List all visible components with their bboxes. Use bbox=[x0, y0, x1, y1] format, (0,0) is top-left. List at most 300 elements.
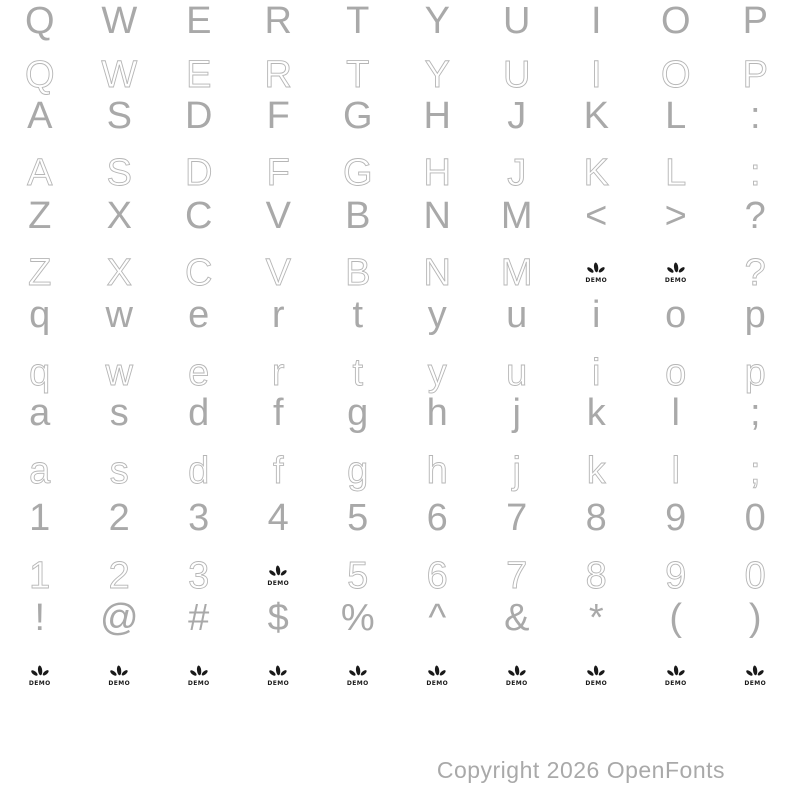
demo-glyph-block bbox=[426, 665, 448, 687]
glyph-char: p bbox=[744, 352, 766, 394]
glyph-char: w bbox=[105, 294, 133, 336]
glyph-char: G bbox=[342, 152, 373, 194]
glyph-row-11-medium bbox=[0, 498, 795, 538]
demo-label: DEMO bbox=[346, 680, 369, 687]
glyph-cell bbox=[398, 253, 478, 293]
glyph-char: P bbox=[742, 54, 768, 96]
glyph-char: Y bbox=[424, 54, 450, 96]
glyph-row-13-medium bbox=[0, 598, 795, 638]
glyph-cell bbox=[239, 598, 319, 638]
glyph-cell bbox=[716, 1, 796, 41]
glyph-row-12-light bbox=[0, 556, 795, 596]
glyph-cell bbox=[159, 353, 239, 393]
glyph-char: M bbox=[500, 195, 533, 237]
glyph-cell bbox=[0, 295, 80, 335]
demo-glyph-cell bbox=[636, 656, 716, 696]
glyph-cell bbox=[557, 498, 637, 538]
glyph-cell bbox=[159, 153, 239, 193]
glyph-char: N bbox=[423, 252, 451, 294]
glyph-char: V bbox=[265, 252, 291, 294]
glyph-cell bbox=[0, 96, 80, 136]
glyph-char: ) bbox=[748, 597, 762, 639]
glyph-cell bbox=[318, 1, 398, 41]
glyph-char: O bbox=[660, 54, 691, 96]
demo-label: DEMO bbox=[267, 580, 290, 587]
glyph-row-3-medium bbox=[0, 96, 795, 136]
glyph-cell bbox=[557, 598, 637, 638]
glyph-row-9-medium bbox=[0, 393, 795, 433]
glyph-char: 2 bbox=[108, 497, 130, 539]
glyph-row-4-light bbox=[0, 153, 795, 193]
glyph-cell bbox=[0, 353, 80, 393]
glyph-cell bbox=[557, 153, 637, 193]
glyph-cell bbox=[239, 96, 319, 136]
glyph-cell bbox=[159, 55, 239, 95]
glyph-char: # bbox=[188, 597, 210, 639]
demo-glyph-block bbox=[267, 665, 289, 687]
glyph-cell bbox=[159, 1, 239, 41]
three-petal-fleuron-icon bbox=[666, 665, 686, 680]
glyph-cell bbox=[557, 353, 637, 393]
glyph-cell bbox=[636, 96, 716, 136]
glyph-row-14-light bbox=[0, 656, 795, 696]
glyph-cell bbox=[716, 196, 796, 236]
glyph-char: u bbox=[506, 352, 528, 394]
three-petal-fleuron-icon bbox=[268, 665, 288, 680]
glyph-cell bbox=[557, 1, 637, 41]
glyph-char: D bbox=[185, 95, 213, 137]
glyph-row-6-light bbox=[0, 253, 795, 293]
demo-label: DEMO bbox=[664, 680, 687, 687]
glyph-cell bbox=[80, 1, 160, 41]
glyph-char: Y bbox=[424, 0, 450, 42]
glyph-cell bbox=[477, 153, 557, 193]
glyph-char: r bbox=[271, 294, 285, 336]
glyph-cell bbox=[80, 55, 160, 95]
glyph-cell bbox=[239, 253, 319, 293]
glyph-char: U bbox=[503, 54, 531, 96]
demo-label: DEMO bbox=[267, 680, 290, 687]
glyph-cell bbox=[239, 393, 319, 433]
demo-glyph-block bbox=[506, 665, 528, 687]
demo-label: DEMO bbox=[585, 680, 608, 687]
glyph-cell bbox=[80, 295, 160, 335]
glyph-char: Q bbox=[24, 54, 55, 96]
glyph-char: l bbox=[671, 392, 680, 434]
glyph-cell bbox=[318, 295, 398, 335]
glyph-cell bbox=[0, 253, 80, 293]
glyph-char: < bbox=[585, 195, 608, 237]
glyph-cell bbox=[716, 96, 796, 136]
three-petal-fleuron-icon bbox=[189, 665, 209, 680]
glyph-cell bbox=[716, 393, 796, 433]
three-petal-fleuron-icon bbox=[109, 665, 129, 680]
glyph-char: w bbox=[105, 352, 133, 394]
glyph-row-7-medium bbox=[0, 295, 795, 335]
glyph-cell bbox=[716, 451, 796, 491]
glyph-cell bbox=[636, 498, 716, 538]
demo-glyph-block bbox=[585, 262, 607, 284]
glyph-char: j bbox=[512, 450, 521, 492]
glyph-cell bbox=[398, 96, 478, 136]
glyph-cell bbox=[636, 451, 716, 491]
glyph-char: R bbox=[264, 0, 292, 42]
glyph-char: k bbox=[586, 392, 606, 434]
glyph-cell bbox=[159, 295, 239, 335]
glyph-cell bbox=[477, 55, 557, 95]
glyph-cell bbox=[80, 353, 160, 393]
glyph-cell bbox=[0, 153, 80, 193]
glyph-cell bbox=[398, 55, 478, 95]
glyph-cell bbox=[477, 393, 557, 433]
glyph-cell bbox=[239, 196, 319, 236]
glyph-cell bbox=[636, 196, 716, 236]
glyph-cell bbox=[80, 196, 160, 236]
glyph-char: R bbox=[264, 54, 292, 96]
glyph-cell bbox=[557, 295, 637, 335]
demo-label: DEMO bbox=[187, 680, 210, 687]
glyph-cell bbox=[239, 1, 319, 41]
glyph-char: $ bbox=[267, 597, 289, 639]
glyph-cell bbox=[398, 196, 478, 236]
glyph-char: Q bbox=[24, 0, 55, 42]
demo-glyph-cell bbox=[239, 556, 319, 596]
demo-glyph-cell bbox=[159, 656, 239, 696]
glyph-cell bbox=[80, 451, 160, 491]
glyph-char: 8 bbox=[585, 555, 607, 597]
glyph-cell bbox=[716, 295, 796, 335]
glyph-char: B bbox=[345, 195, 371, 237]
glyph-cell bbox=[398, 353, 478, 393]
glyph-char: F bbox=[266, 152, 290, 194]
glyph-cell bbox=[80, 393, 160, 433]
glyph-char: e bbox=[188, 352, 210, 394]
glyph-char: H bbox=[423, 95, 451, 137]
three-petal-fleuron-icon bbox=[666, 262, 686, 277]
glyph-char: L bbox=[665, 152, 687, 194]
glyph-char: 0 bbox=[744, 555, 766, 597]
glyph-char: q bbox=[29, 294, 51, 336]
glyph-char: i bbox=[592, 352, 601, 394]
glyph-char: ? bbox=[744, 252, 766, 294]
glyph-char: W bbox=[101, 0, 138, 42]
glyph-cell bbox=[716, 353, 796, 393]
glyph-char: h bbox=[426, 392, 448, 434]
glyph-cell bbox=[557, 451, 637, 491]
glyph-char: u bbox=[506, 294, 528, 336]
glyph-char: k bbox=[586, 450, 606, 492]
glyph-cell bbox=[398, 451, 478, 491]
glyph-char: K bbox=[583, 95, 609, 137]
glyph-char: ; bbox=[749, 392, 761, 434]
glyph-cell bbox=[398, 393, 478, 433]
glyph-char: 8 bbox=[585, 497, 607, 539]
glyph-char: ^ bbox=[428, 597, 447, 639]
three-petal-fleuron-icon bbox=[30, 665, 50, 680]
glyph-char: 3 bbox=[188, 497, 210, 539]
glyph-char: f bbox=[272, 450, 284, 492]
glyph-cell bbox=[716, 556, 796, 596]
glyph-char: Z bbox=[28, 252, 52, 294]
demo-glyph-cell bbox=[398, 656, 478, 696]
glyph-char: I bbox=[590, 54, 602, 96]
glyph-cell bbox=[318, 498, 398, 538]
glyph-char: & bbox=[504, 597, 530, 639]
demo-glyph-block bbox=[665, 262, 687, 284]
glyph-cell bbox=[557, 196, 637, 236]
glyph-cell bbox=[716, 253, 796, 293]
glyph-cell bbox=[318, 353, 398, 393]
glyph-char: 9 bbox=[665, 555, 687, 597]
glyph-cell bbox=[159, 96, 239, 136]
glyph-char: o bbox=[665, 352, 687, 394]
demo-glyph-block bbox=[267, 565, 289, 587]
glyph-cell bbox=[239, 295, 319, 335]
glyph-cell bbox=[477, 295, 557, 335]
glyph-cell bbox=[0, 196, 80, 236]
glyph-cell bbox=[0, 498, 80, 538]
glyph-cell bbox=[318, 55, 398, 95]
glyph-cell bbox=[80, 153, 160, 193]
glyph-cell bbox=[239, 55, 319, 95]
glyph-cell bbox=[636, 353, 716, 393]
glyph-row-1-medium bbox=[0, 1, 795, 41]
glyph-cell bbox=[318, 253, 398, 293]
glyph-char: J bbox=[507, 152, 527, 194]
glyph-char: C bbox=[185, 195, 213, 237]
glyph-char: f bbox=[272, 392, 284, 434]
glyph-cell bbox=[477, 451, 557, 491]
demo-glyph-block bbox=[188, 665, 210, 687]
glyph-cell bbox=[636, 1, 716, 41]
demo-glyph-cell bbox=[318, 656, 398, 696]
demo-label: DEMO bbox=[585, 277, 608, 284]
glyph-char: E bbox=[186, 54, 212, 96]
demo-glyph-cell bbox=[80, 656, 160, 696]
glyph-char: X bbox=[106, 195, 132, 237]
copyright-footer: Copyright 2026 OpenFonts bbox=[436, 757, 725, 783]
glyph-char: t bbox=[352, 352, 364, 394]
demo-glyph-block bbox=[347, 665, 369, 687]
demo-label: DEMO bbox=[426, 680, 449, 687]
glyph-char: S bbox=[106, 152, 132, 194]
glyph-cell bbox=[398, 153, 478, 193]
glyph-char: e bbox=[188, 294, 210, 336]
glyph-cell bbox=[716, 153, 796, 193]
glyph-char: ; bbox=[749, 450, 761, 492]
glyph-char: a bbox=[29, 392, 51, 434]
glyph-char: : bbox=[749, 152, 761, 194]
glyph-cell bbox=[239, 498, 319, 538]
glyph-char: F bbox=[266, 95, 290, 137]
glyph-cell bbox=[477, 498, 557, 538]
demo-glyph-cell bbox=[239, 656, 319, 696]
glyph-cell bbox=[318, 598, 398, 638]
demo-glyph-block bbox=[29, 665, 51, 687]
demo-glyph-block bbox=[585, 665, 607, 687]
glyph-cell bbox=[318, 451, 398, 491]
glyph-char: J bbox=[507, 95, 527, 137]
glyph-char: H bbox=[423, 152, 451, 194]
glyph-char: % bbox=[340, 597, 375, 639]
glyph-cell bbox=[159, 393, 239, 433]
demo-glyph-cell bbox=[716, 656, 796, 696]
glyph-char: E bbox=[186, 0, 212, 42]
glyph-cell bbox=[477, 253, 557, 293]
glyph-cell bbox=[80, 556, 160, 596]
glyph-cell bbox=[159, 556, 239, 596]
glyph-cell bbox=[80, 96, 160, 136]
glyph-row-2-light bbox=[0, 55, 795, 95]
glyph-char: Z bbox=[28, 195, 52, 237]
glyph-char: i bbox=[592, 294, 601, 336]
glyph-char: j bbox=[512, 392, 521, 434]
glyph-cell bbox=[557, 55, 637, 95]
glyph-cell bbox=[477, 353, 557, 393]
glyph-char: X bbox=[106, 252, 132, 294]
glyph-char: d bbox=[188, 450, 210, 492]
glyph-char: o bbox=[665, 294, 687, 336]
glyph-char: ( bbox=[669, 597, 683, 639]
demo-label: DEMO bbox=[28, 680, 51, 687]
glyph-char: 3 bbox=[188, 555, 210, 597]
glyph-cell bbox=[477, 1, 557, 41]
demo-glyph-block bbox=[108, 665, 130, 687]
glyph-cell bbox=[557, 96, 637, 136]
glyph-cell bbox=[477, 196, 557, 236]
glyph-char: A bbox=[27, 152, 53, 194]
demo-label: DEMO bbox=[664, 277, 687, 284]
glyph-cell bbox=[0, 1, 80, 41]
glyph-row-10-light bbox=[0, 451, 795, 491]
glyph-cell bbox=[318, 153, 398, 193]
glyph-char: d bbox=[188, 392, 210, 434]
glyph-cell bbox=[716, 498, 796, 538]
glyph-char: S bbox=[106, 95, 132, 137]
glyph-char: W bbox=[101, 54, 138, 96]
demo-glyph-block bbox=[744, 665, 766, 687]
glyph-char: : bbox=[749, 95, 761, 137]
glyph-cell bbox=[636, 556, 716, 596]
glyph-char: C bbox=[185, 252, 213, 294]
demo-label: DEMO bbox=[108, 680, 131, 687]
glyph-char: 7 bbox=[506, 497, 528, 539]
glyph-char: U bbox=[503, 0, 531, 42]
glyph-char: y bbox=[427, 294, 447, 336]
glyph-char: T bbox=[346, 0, 370, 42]
glyph-cell bbox=[318, 96, 398, 136]
glyph-char: ! bbox=[34, 597, 46, 639]
glyph-char: 2 bbox=[108, 555, 130, 597]
demo-glyph-cell bbox=[557, 253, 637, 293]
glyph-cell bbox=[239, 451, 319, 491]
glyph-char: p bbox=[744, 294, 766, 336]
glyph-cell bbox=[159, 451, 239, 491]
glyph-char: B bbox=[345, 252, 371, 294]
glyph-row-5-medium bbox=[0, 196, 795, 236]
three-petal-fleuron-icon bbox=[268, 565, 288, 580]
glyph-cell bbox=[716, 598, 796, 638]
three-petal-fleuron-icon bbox=[507, 665, 527, 680]
glyph-cell bbox=[557, 393, 637, 433]
three-petal-fleuron-icon bbox=[348, 665, 368, 680]
glyph-cell bbox=[557, 556, 637, 596]
glyph-char: N bbox=[423, 195, 451, 237]
glyph-char: r bbox=[271, 352, 285, 394]
glyph-cell bbox=[0, 556, 80, 596]
glyph-cell bbox=[318, 556, 398, 596]
three-petal-fleuron-icon bbox=[586, 665, 606, 680]
glyph-cell bbox=[398, 556, 478, 596]
demo-glyph-cell bbox=[0, 656, 80, 696]
glyph-char: @ bbox=[99, 597, 139, 639]
demo-label: DEMO bbox=[744, 680, 767, 687]
glyph-cell bbox=[636, 393, 716, 433]
three-petal-fleuron-icon bbox=[586, 262, 606, 277]
glyph-char: h bbox=[426, 450, 448, 492]
glyph-cell bbox=[159, 598, 239, 638]
glyph-cell bbox=[636, 55, 716, 95]
glyph-char: * bbox=[588, 597, 604, 639]
glyph-cell bbox=[0, 451, 80, 491]
glyph-cell bbox=[80, 498, 160, 538]
glyph-cell bbox=[80, 253, 160, 293]
glyph-char: K bbox=[583, 152, 609, 194]
glyph-char: 6 bbox=[426, 497, 448, 539]
glyph-cell bbox=[318, 196, 398, 236]
glyph-cell bbox=[636, 295, 716, 335]
glyph-cell bbox=[159, 196, 239, 236]
glyph-char: t bbox=[352, 294, 364, 336]
glyph-cell bbox=[0, 55, 80, 95]
glyph-cell bbox=[636, 598, 716, 638]
glyph-cell bbox=[239, 353, 319, 393]
glyph-char: O bbox=[660, 0, 691, 42]
glyph-char: P bbox=[742, 0, 768, 42]
glyph-cell bbox=[159, 253, 239, 293]
glyph-cell bbox=[398, 598, 478, 638]
glyph-char: 5 bbox=[347, 555, 369, 597]
glyph-char: 9 bbox=[665, 497, 687, 539]
three-petal-fleuron-icon bbox=[427, 665, 447, 680]
glyph-char: > bbox=[664, 195, 687, 237]
glyph-cell bbox=[398, 295, 478, 335]
glyph-cell bbox=[716, 55, 796, 95]
demo-glyph-cell bbox=[477, 656, 557, 696]
glyph-cell bbox=[239, 153, 319, 193]
glyph-char: l bbox=[671, 450, 680, 492]
three-petal-fleuron-icon bbox=[745, 665, 765, 680]
demo-glyph-cell bbox=[557, 656, 637, 696]
glyph-char: 7 bbox=[506, 555, 528, 597]
glyph-char: g bbox=[347, 450, 369, 492]
glyph-char: D bbox=[185, 152, 213, 194]
glyph-cell bbox=[318, 393, 398, 433]
glyph-char: A bbox=[27, 95, 53, 137]
glyph-char: y bbox=[427, 352, 447, 394]
glyph-char: 4 bbox=[267, 497, 289, 539]
glyph-char: T bbox=[346, 54, 370, 96]
glyph-cell bbox=[477, 96, 557, 136]
glyph-char: q bbox=[29, 352, 51, 394]
glyph-char: I bbox=[590, 0, 602, 42]
glyph-char: M bbox=[500, 252, 533, 294]
glyph-char: 1 bbox=[29, 555, 51, 597]
demo-label: DEMO bbox=[505, 680, 528, 687]
demo-glyph-cell bbox=[636, 253, 716, 293]
glyph-cell bbox=[0, 393, 80, 433]
glyph-char: g bbox=[347, 392, 369, 434]
